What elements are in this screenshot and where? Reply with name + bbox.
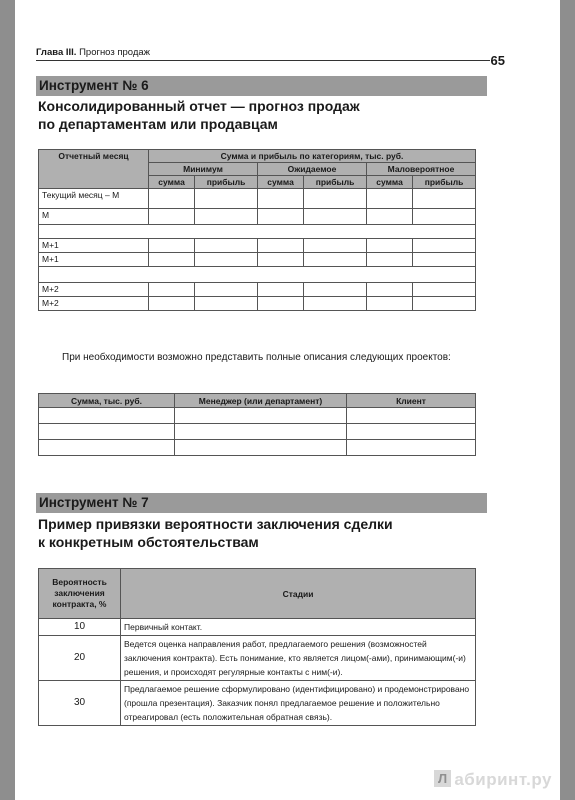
labirint-watermark (434, 770, 552, 790)
sub-profit: прибыль (413, 176, 476, 189)
projects-col-manager: Менеджер (или департамент) (175, 394, 347, 408)
projects-note: При необходимости возможно представить полные описания следующих проектов: (62, 352, 451, 363)
stage-text: Ведется оценка направления работ, предлагаемого решения (возможностей заключения контракта). Есть понимание, кто является лицом(-ами), принимающим(-и) решения, и происходят регулярные контакты с ним(-и). (121, 636, 476, 681)
table-row (39, 189, 476, 209)
chapter-title: Прогноз продаж (79, 47, 151, 58)
tool6-title-line2: по департаментам или продавцам (38, 116, 278, 132)
chapter-label: Глава III. (36, 47, 77, 58)
table-row (39, 297, 476, 311)
stage-text: Первичный контакт. (121, 619, 476, 636)
col-month-header: Отчетный месяц (39, 150, 149, 189)
table-row (39, 408, 476, 424)
col-group-header: Сумма и прибыль по категориям, тыс. руб. (149, 150, 476, 163)
category-min: Минимум (149, 163, 258, 176)
sub-sum: сумма (149, 176, 195, 189)
prob-header: Вероятность заключения контракта, % (39, 569, 121, 619)
prob-value: 20 (39, 636, 121, 681)
tool6-band: Инструмент № 6 (36, 76, 487, 96)
stages-header: Стадии (121, 569, 476, 619)
row-label: М+1 (39, 253, 149, 267)
row-label: Текущий месяц – М (39, 189, 149, 209)
watermark-text: абиринт.ру (454, 770, 552, 789)
prob-value: 30 (39, 681, 121, 726)
table-row (39, 424, 476, 440)
labirint-logo-icon: Л (434, 770, 451, 787)
table-row (39, 636, 476, 681)
table-row (39, 239, 476, 253)
tool6-title-line1: Консолидированный отчет — прогноз продаж (38, 98, 360, 114)
running-head (36, 47, 150, 58)
prob-value: 10 (39, 619, 121, 636)
book-page (15, 0, 560, 800)
row-label: М+2 (39, 283, 149, 297)
projects-col-sum: Сумма, тыс. руб. (39, 394, 175, 408)
table-row (39, 440, 476, 456)
stage-text: Предлагаемое решение сформулировано (идентифицировано) и продемонстрировано (прошла презентация). Заказчик понял предлагаемое решение и положительно отреагировал (есть положительная обратная связь). (121, 681, 476, 726)
table-row (39, 267, 476, 283)
table-row (39, 225, 476, 239)
sub-profit: прибыль (304, 176, 367, 189)
projects-col-client: Клиент (347, 394, 476, 408)
row-label (39, 267, 476, 283)
table-row (39, 681, 476, 726)
tool7-title-line2: к конкретным обстоятельствам (38, 534, 259, 550)
tool7-title-line1: Пример привязки вероятности заключения сделки (38, 516, 393, 532)
page-number: 65 (490, 53, 505, 68)
tool7-title (38, 515, 498, 551)
category-unlikely: Маловероятное (366, 163, 475, 176)
row-label: М (39, 209, 149, 225)
tool7-band: Инструмент № 7 (36, 493, 487, 513)
row-label (39, 225, 476, 239)
sub-sum: сумма (366, 176, 412, 189)
sub-profit: прибыль (195, 176, 258, 189)
category-expected: Ожидаемое (257, 163, 366, 176)
forecast-table (38, 149, 476, 311)
row-label: М+2 (39, 297, 149, 311)
row-label: М+1 (39, 239, 149, 253)
sub-sum: сумма (257, 176, 303, 189)
projects-table (38, 393, 476, 456)
tool6-title (38, 97, 498, 133)
table-row (39, 619, 476, 636)
probability-table (38, 568, 476, 726)
header-rule (36, 60, 490, 61)
table-row (39, 253, 476, 267)
table-row (39, 209, 476, 225)
table-row (39, 283, 476, 297)
